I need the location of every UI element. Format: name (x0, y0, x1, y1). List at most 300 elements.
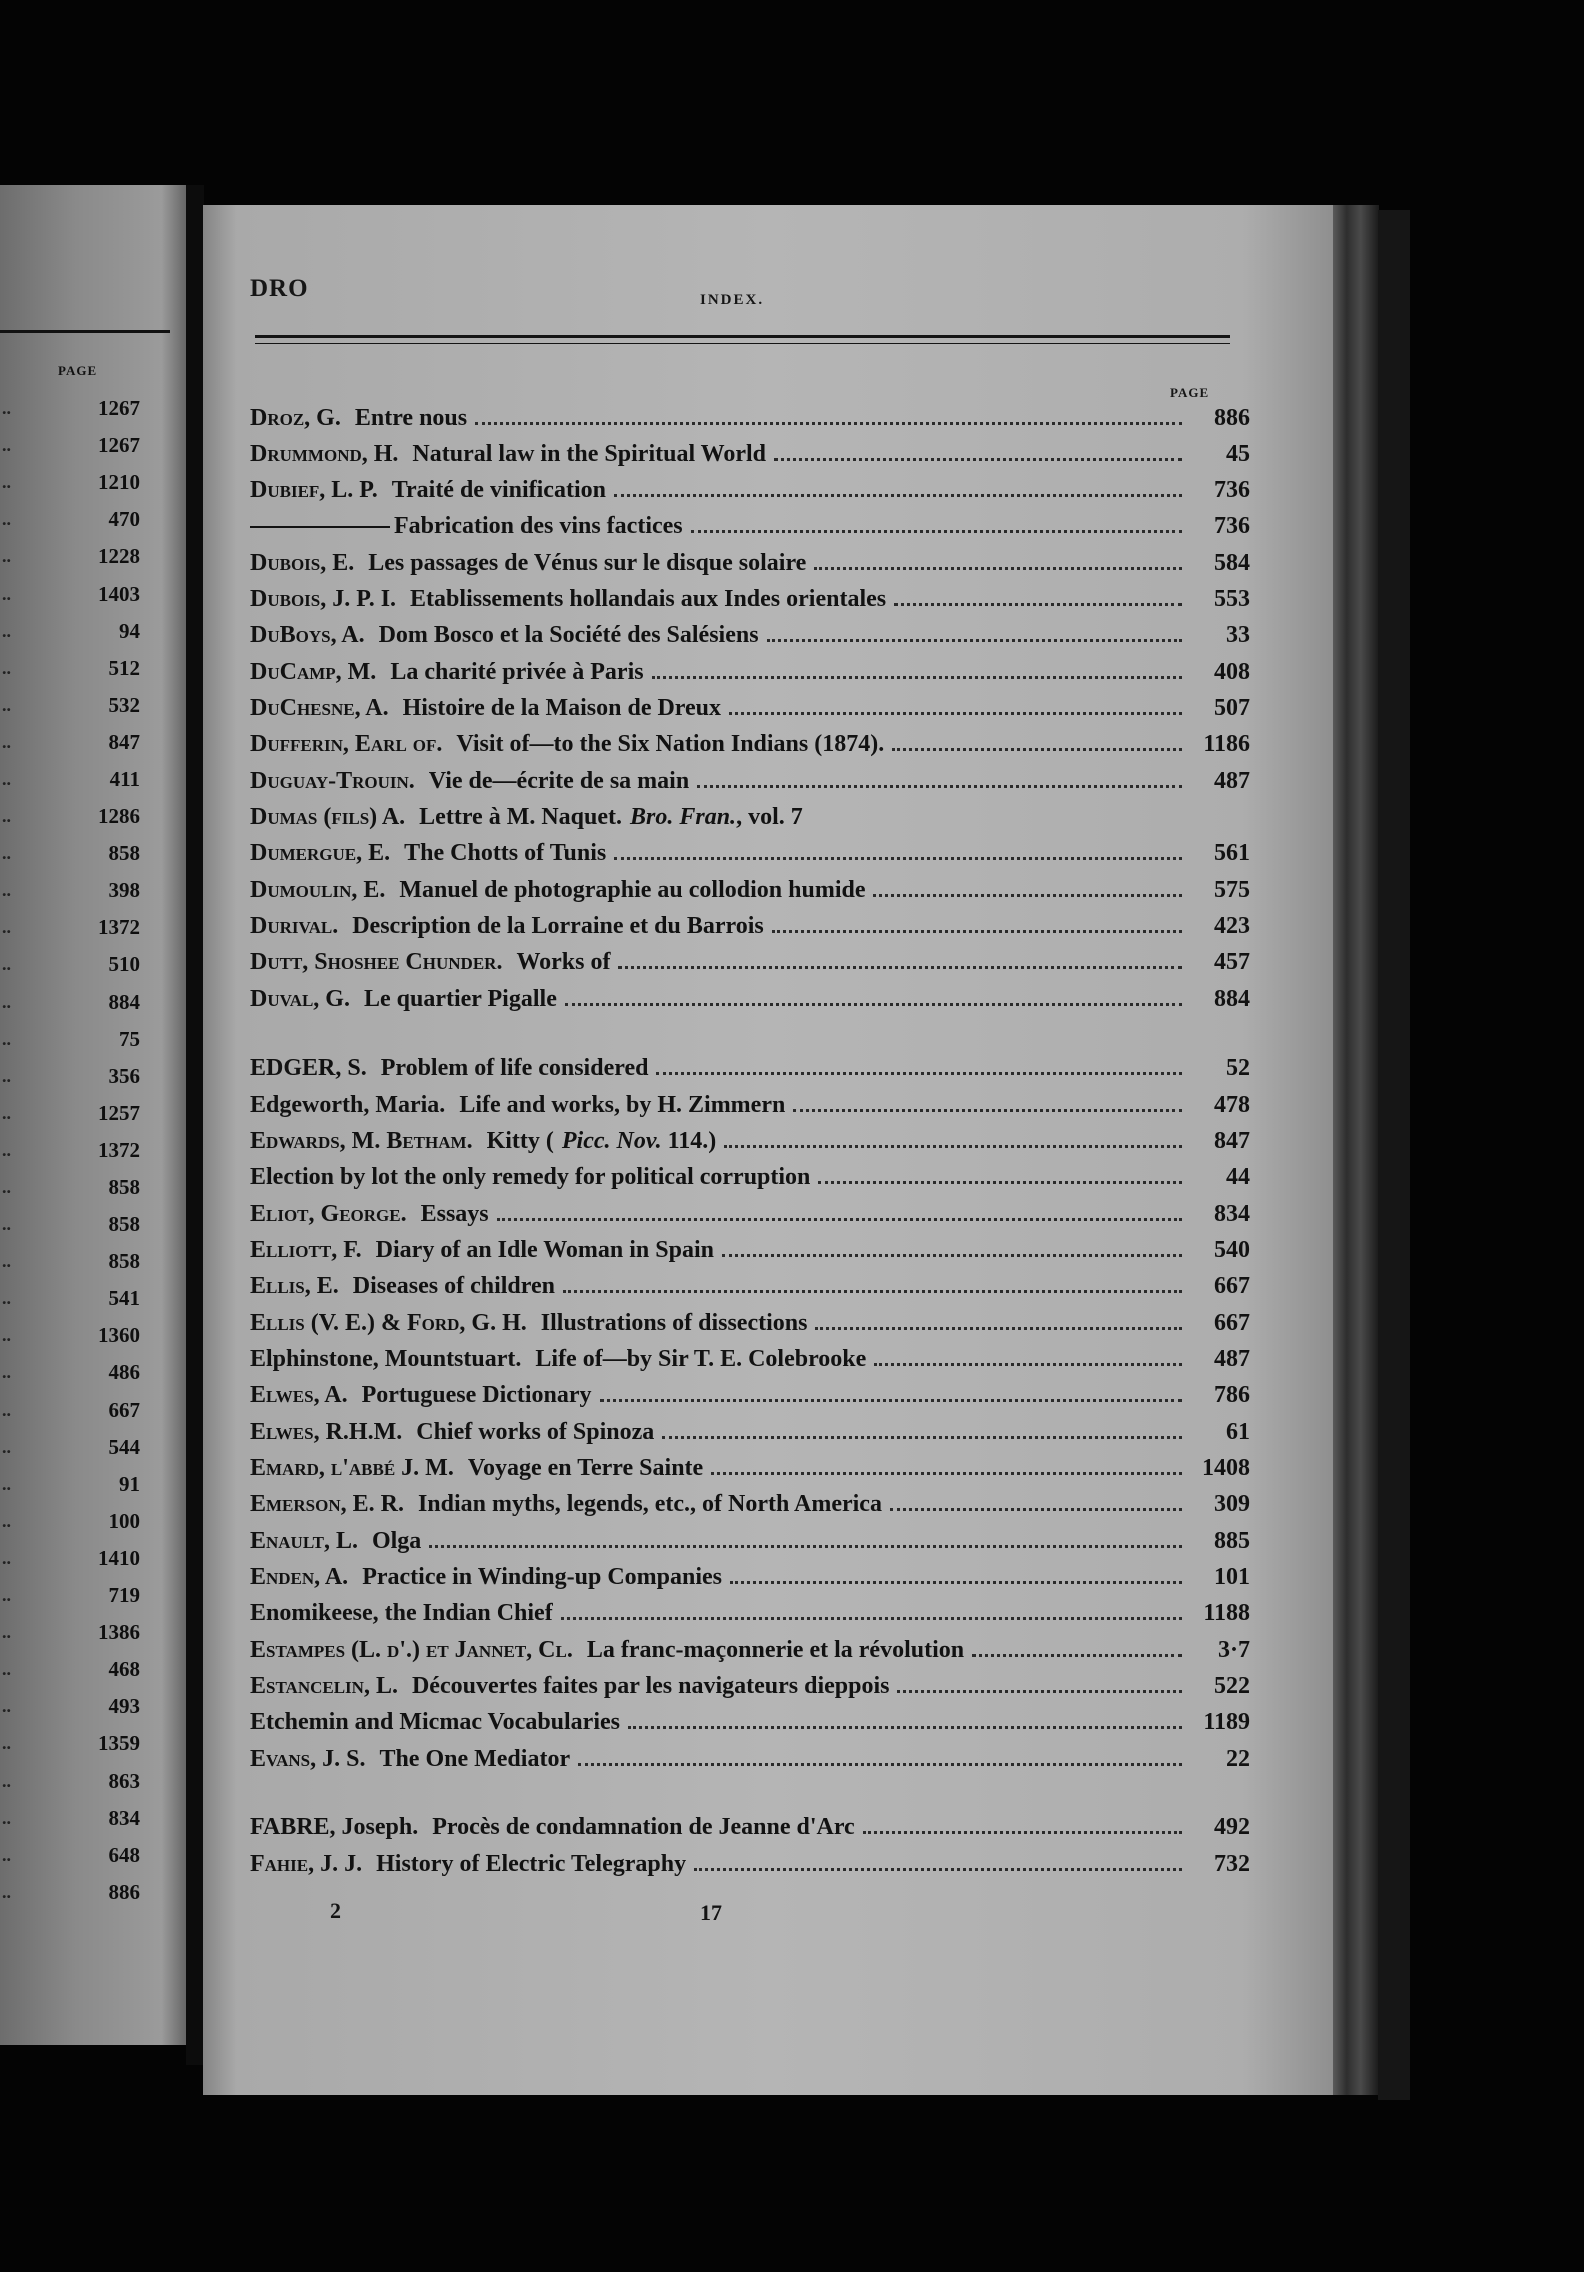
ditto-dash (250, 526, 390, 528)
entry-title (432, 1814, 854, 1841)
entry-page: 478 (1214, 1092, 1250, 1118)
entry-title (487, 1128, 717, 1155)
entry-title (379, 622, 759, 649)
left-page-row (0, 1058, 140, 1095)
left-page-number: 1372 (98, 915, 140, 940)
entry-title-text: Works of (516, 949, 611, 975)
dot-leader (863, 1831, 1182, 1834)
entry-name: Dubief, L. P. (250, 477, 378, 503)
left-page-row (0, 1762, 140, 1799)
entry-title-text: Illustrations of dissections (540, 1310, 808, 1336)
left-page-number: 719 (108, 1583, 140, 1608)
left-page (0, 185, 190, 2045)
left-page-row (0, 1095, 140, 1132)
entry-name: Enden, A. (250, 1564, 349, 1590)
entry-title-text: La charité privée à Paris (390, 659, 644, 685)
left-page-number: 411 (109, 766, 140, 791)
dot-leader (618, 966, 1182, 969)
entry-title (421, 1201, 489, 1228)
index-entry (250, 1491, 1250, 1525)
dot-leader (767, 639, 1182, 642)
entry-name: DuCamp, M. (250, 659, 377, 685)
entry-page: 885 (1214, 1528, 1250, 1554)
dot-leader (897, 1690, 1182, 1693)
entry-name: Dubois, E. (250, 550, 355, 576)
entry-title-text: The Chotts of Tunis (404, 840, 607, 866)
dot-leader (652, 676, 1182, 679)
entry-page: 667 (1214, 1310, 1250, 1336)
entry-page: 507 (1214, 695, 1250, 721)
index-entry (250, 804, 1250, 838)
entry-page: 667 (1214, 1273, 1250, 1299)
dot-leader (697, 785, 1182, 788)
left-page-row (0, 1503, 140, 1540)
entry-title (390, 659, 643, 686)
left-page-number: 532 (108, 692, 140, 717)
left-page-row (0, 1466, 140, 1503)
entry-title (412, 1673, 890, 1700)
entry-name: Durival. (250, 913, 339, 939)
entry-page: 553 (1214, 586, 1250, 612)
dot-leader: .. (2, 657, 11, 678)
left-page-row (0, 427, 140, 464)
left-page-row (0, 1651, 140, 1688)
dot-leader (774, 458, 1182, 461)
entry-title (535, 1346, 866, 1373)
left-page-column-label: PAGE (58, 363, 98, 378)
entry-title-text: Diseases of children (352, 1273, 555, 1299)
entry-page: 423 (1214, 913, 1250, 939)
left-page-row (0, 1540, 140, 1577)
dot-leader: .. (2, 1807, 11, 1828)
index-entry (250, 586, 1250, 620)
left-page-number: 667 (108, 1397, 140, 1422)
dot-leader (818, 1181, 1182, 1184)
index-entry (250, 768, 1250, 802)
index-entry (250, 659, 1250, 693)
dot-leader (892, 748, 1182, 751)
index-entry (250, 1346, 1250, 1380)
dot-leader: .. (2, 1288, 11, 1309)
left-page-number: 1267 (98, 433, 140, 458)
page-number: 17 (700, 1900, 722, 1925)
entry-name: Dumas (fils) A. (250, 804, 406, 830)
entry-name: DuBoys, A. (250, 622, 365, 648)
entry-title-text: Kitty ( (486, 1128, 554, 1154)
running-head: DRO (250, 275, 309, 302)
entry-title (418, 1491, 882, 1518)
index-entry (250, 1851, 1250, 1885)
entry-title-text: Practice in Winding-up Companies (362, 1564, 723, 1590)
entry-name: Dumergue, E. (250, 840, 391, 866)
dot-leader: .. (2, 435, 11, 456)
entry-name (250, 513, 394, 540)
dot-leader (578, 1763, 1182, 1766)
left-page-number: 884 (108, 989, 140, 1014)
entry-title-text: La franc-maçonnerie et la révolution (586, 1637, 965, 1663)
left-page-row (0, 1021, 140, 1058)
entry-name: Droz, G. (250, 405, 341, 431)
left-page-row (0, 575, 140, 612)
entry-title-text: The One Mediator (379, 1746, 571, 1772)
left-page-number: 468 (108, 1657, 140, 1682)
entry-title-text: Indian myths, legends, etc., of North America (417, 1491, 882, 1517)
entry-name: Duguay-Trouin. (250, 768, 415, 794)
dot-leader: .. (2, 1585, 11, 1606)
entry-page: 101 (1214, 1564, 1250, 1590)
entry-title (355, 405, 467, 432)
left-page-row (0, 946, 140, 983)
dot-leader: .. (2, 1770, 11, 1791)
dot-leader: .. (2, 1622, 11, 1643)
left-page-number: 100 (108, 1508, 140, 1533)
index-entry (250, 622, 1250, 656)
left-page-number: 1286 (98, 804, 140, 829)
entry-title-text: History of Electric Telegraphy (376, 1851, 687, 1877)
entry-page: 736 (1214, 513, 1250, 539)
dot-leader (497, 1218, 1182, 1221)
left-page-row (0, 613, 140, 650)
dot-leader (815, 1327, 1182, 1330)
entry-title (419, 804, 803, 831)
dot-leader (874, 1363, 1182, 1366)
dot-leader (972, 1654, 1182, 1657)
entry-page: 540 (1214, 1237, 1250, 1263)
left-page-row (0, 761, 140, 798)
dot-leader (814, 567, 1182, 570)
entry-page: 1188 (1203, 1600, 1250, 1626)
dot-leader (711, 1472, 1182, 1475)
entry-title (429, 768, 689, 795)
left-page-row (0, 1392, 140, 1429)
left-page-row (0, 1837, 140, 1874)
entry-name: Elwes, R.H.M. (250, 1419, 403, 1445)
page-edges (1333, 205, 1379, 2095)
dot-leader: .. (2, 1844, 11, 1865)
left-page-number: 1372 (98, 1137, 140, 1162)
entry-page: 52 (1226, 1055, 1250, 1081)
entry-name: Enomikeesе, the Indian Chief (250, 1600, 553, 1626)
left-page-row (0, 650, 140, 687)
left-page-number: 493 (108, 1694, 140, 1719)
left-page-number: 1360 (98, 1323, 140, 1348)
left-page-number: 1403 (98, 581, 140, 606)
entry-page: 584 (1214, 550, 1250, 576)
dot-leader (614, 857, 1182, 860)
entry-title-text: Chief works of Spinoza (416, 1419, 655, 1445)
entry-title-text: Olga (371, 1528, 422, 1554)
index-entry (250, 731, 1250, 765)
dot-leader: .. (2, 1177, 11, 1198)
left-page-row (0, 390, 140, 427)
entry-page: 732 (1214, 1851, 1250, 1877)
dot-leader: .. (2, 1436, 11, 1457)
left-page-number: 470 (108, 507, 140, 532)
entry-series: Bro. Fran. (630, 804, 737, 830)
entry-title-text: Diary of an Idle Woman in Spain (375, 1237, 714, 1263)
entry-title (362, 1382, 592, 1409)
entry-title-text: Lettre à M. Naquet. (419, 804, 623, 830)
index-entry (250, 1528, 1250, 1562)
entry-title (376, 1237, 714, 1264)
entry-title (404, 840, 606, 867)
entry-title-text: Le quartier Pigalle (363, 986, 557, 1012)
entry-title-text: Dom Bosco et la Société des Salésiens (378, 622, 759, 648)
entry-page: 408 (1214, 659, 1250, 685)
entry-title (376, 1851, 686, 1878)
entry-name: Elwes, A. (250, 1382, 348, 1408)
entry-name: Elliott, F. (250, 1237, 362, 1263)
index-entry (250, 695, 1250, 729)
entry-title (368, 550, 806, 577)
entry-series-volume: , vol. 7 (736, 804, 803, 830)
index-entry (250, 1055, 1250, 1089)
entry-title (516, 949, 610, 976)
left-page-row (0, 1874, 140, 1911)
dot-leader: .. (2, 917, 11, 938)
left-page-row (0, 501, 140, 538)
entry-title (587, 1637, 964, 1664)
dot-leader: .. (2, 1251, 11, 1272)
left-page-number: 512 (108, 655, 140, 680)
entry-title (468, 1455, 703, 1482)
dot-leader (724, 1145, 1182, 1148)
entry-page: 44 (1226, 1164, 1250, 1190)
entry-series: Picc. Nov. (561, 1128, 662, 1154)
dot-leader: .. (2, 880, 11, 901)
header-rule-thin (255, 343, 1230, 344)
left-page-row (0, 984, 140, 1021)
entry-title (394, 513, 683, 540)
entry-name: Dumoulin, E. (250, 877, 386, 903)
index-entry (250, 1310, 1250, 1344)
entry-page: 487 (1214, 1346, 1250, 1372)
index-entry (250, 1273, 1250, 1307)
book-cover-edge (1378, 210, 1410, 2100)
entry-page: 786 (1214, 1382, 1250, 1408)
entry-series-volume: 114.) (661, 1128, 717, 1154)
entry-page: 61 (1226, 1419, 1250, 1445)
left-page-number: 1257 (98, 1100, 140, 1125)
entry-title (410, 586, 886, 613)
entry-name: Dubois, J. P. I. (250, 586, 397, 612)
page-column-label: PAGE (1170, 385, 1210, 400)
entry-page: 561 (1214, 840, 1250, 866)
entry-title (416, 1419, 654, 1446)
entry-name: Estancelin, L. (250, 1673, 398, 1699)
entry-title-text: Problem of life considered (380, 1055, 649, 1081)
entry-page: 22 (1226, 1746, 1250, 1772)
entry-name: Etchemin and Micmac Vocabularies (250, 1709, 620, 1735)
entry-name: Eliot, George. (250, 1201, 407, 1227)
left-page-number: 94 (119, 618, 140, 643)
dot-leader: .. (2, 1214, 11, 1235)
dot-leader: .. (2, 398, 11, 419)
dot-leader: .. (2, 1362, 11, 1383)
index-entry (250, 1637, 1250, 1671)
entry-title-text: Voyage en Terre Sainte (467, 1455, 704, 1481)
entry-title (456, 731, 884, 758)
index-entry (250, 1382, 1250, 1416)
dot-leader (691, 530, 1182, 533)
index-entry (250, 1564, 1250, 1598)
dot-leader (614, 494, 1182, 497)
entry-name: Evans, J. S. (250, 1746, 366, 1772)
dot-leader (662, 1436, 1182, 1439)
entry-title (372, 1528, 421, 1555)
dot-leader: .. (2, 954, 11, 975)
left-page-row (0, 1577, 140, 1614)
entry-title-text: Histoire de la Maison de Dreux (402, 695, 722, 721)
left-page-number: 1359 (98, 1731, 140, 1756)
entry-title-text: Vie de—écrite de sa main (428, 768, 690, 794)
left-page-number: 398 (108, 878, 140, 903)
left-page-row (0, 1800, 140, 1837)
dot-leader: .. (2, 1733, 11, 1754)
entry-title (352, 913, 764, 940)
index-entry (250, 441, 1250, 475)
dot-leader: .. (2, 1139, 11, 1160)
entry-title (412, 441, 766, 468)
entry-title-text: Life and works, by H. Zimmern (459, 1092, 786, 1118)
dot-leader: .. (2, 768, 11, 789)
entry-page: 1186 (1203, 731, 1250, 757)
left-page-row (0, 464, 140, 501)
entry-name: Emerson, E. R. (250, 1491, 404, 1517)
entry-title (362, 1564, 722, 1591)
dot-leader: .. (2, 1473, 11, 1494)
entry-name: Drummond, H. (250, 441, 399, 467)
entry-title-text: Essays (420, 1201, 489, 1227)
dot-leader (694, 1868, 1182, 1871)
dot-leader: .. (2, 991, 11, 1012)
entry-page: 309 (1214, 1491, 1250, 1517)
dot-leader: .. (2, 1065, 11, 1086)
entry-page: 834 (1214, 1201, 1250, 1227)
dot-leader (429, 1545, 1182, 1548)
left-page-row (0, 1429, 140, 1466)
index-entry (250, 1128, 1250, 1162)
entry-page: 886 (1214, 405, 1250, 431)
dot-leader (793, 1109, 1182, 1112)
index-entry (250, 1673, 1250, 1707)
dot-leader: .. (2, 583, 11, 604)
left-page-row (0, 1614, 140, 1651)
entry-title-text: Description de la Lorraine et du Barrois (352, 913, 764, 939)
dot-leader (890, 1508, 1182, 1511)
entry-title-text: Visit of—to the Six Nation Indians (1874). (456, 731, 885, 757)
dot-leader: .. (2, 1510, 11, 1531)
entry-name: Edgeworth, Maria. (250, 1092, 446, 1118)
left-page-rule (0, 330, 170, 333)
entry-page: 33 (1226, 622, 1250, 648)
left-page-number: 541 (108, 1286, 140, 1311)
entry-page: 487 (1214, 768, 1250, 794)
left-page-number: 91 (119, 1471, 140, 1496)
entry-name: Emard, l'abbé J. M. (250, 1455, 454, 1481)
entry-name: Fahie, J. J. (250, 1851, 363, 1877)
entry-name: FABRE, Joseph. (250, 1814, 419, 1840)
left-page-row (0, 1280, 140, 1317)
entry-title-text: Natural law in the Spiritual World (412, 441, 767, 467)
left-page-number: 1228 (98, 544, 140, 569)
dot-leader: .. (2, 731, 11, 752)
left-page-row (0, 872, 140, 909)
dot-leader: .. (2, 620, 11, 641)
entry-name: Elphinstone, Mountstuart. (250, 1346, 522, 1372)
index-entry (250, 840, 1250, 874)
left-page-number: 648 (108, 1842, 140, 1867)
dot-leader: .. (2, 1547, 11, 1568)
entry-page: 492 (1214, 1814, 1250, 1840)
dot-leader (565, 1003, 1182, 1006)
entry-title-text: Portuguese Dictionary (361, 1382, 592, 1408)
entry-name: Estampes (L. d'.) et Jannet, Cl. (250, 1637, 573, 1663)
dot-leader: .. (2, 1659, 11, 1680)
left-page-row (0, 835, 140, 872)
entry-title-text: Etablissements hollandais aux Indes orientales (410, 586, 887, 612)
left-page-number: 356 (108, 1063, 140, 1088)
dot-leader (729, 712, 1182, 715)
index-entry (250, 1164, 1250, 1198)
index-entry (250, 550, 1250, 584)
entry-title (541, 1310, 808, 1337)
entry-page: 575 (1214, 877, 1250, 903)
left-page-number-column (0, 390, 140, 1911)
index-entry (250, 986, 1250, 1020)
left-page-number: 858 (108, 1175, 140, 1200)
dot-leader: .. (2, 546, 11, 567)
dot-leader: .. (2, 1325, 11, 1346)
left-page-number: 1410 (98, 1545, 140, 1570)
dot-leader: .. (2, 806, 11, 827)
left-page-number: 544 (108, 1434, 140, 1459)
entry-page: 3·7 (1217, 1637, 1250, 1663)
entry-name: Dufferin, Earl of. (250, 731, 443, 757)
running-title: INDEX. (700, 292, 765, 308)
entry-title-text: Manuel de photographie au collodion humide (399, 877, 866, 903)
dot-leader: .. (2, 1399, 11, 1420)
index-entry (250, 949, 1250, 983)
left-page-number: 486 (108, 1360, 140, 1385)
index-entry (250, 513, 1250, 547)
entry-title (364, 986, 557, 1013)
left-page-row (0, 1243, 140, 1280)
left-page-number: 510 (108, 952, 140, 977)
dot-leader (561, 1617, 1182, 1620)
index-entry (250, 1455, 1250, 1489)
dot-leader (722, 1254, 1182, 1257)
left-page-row (0, 798, 140, 835)
entry-page: 1408 (1202, 1455, 1250, 1481)
index-entry (250, 477, 1250, 511)
dot-leader (656, 1072, 1182, 1075)
left-page-number: 847 (108, 729, 140, 754)
dot-leader (475, 422, 1182, 425)
entry-title (459, 1092, 785, 1119)
dot-leader: .. (2, 1028, 11, 1049)
entry-name: EDGER, S. (250, 1055, 367, 1081)
index-entry (250, 1814, 1250, 1848)
header-rule (255, 335, 1230, 338)
index-entry (250, 913, 1250, 947)
left-page-row (0, 538, 140, 575)
signature-mark: 2 (330, 1898, 341, 1923)
entry-title-text: Découvertes faites par les navigateurs dieppois (411, 1673, 890, 1699)
left-page-number: 858 (108, 1249, 140, 1274)
entry-title (381, 1055, 649, 1082)
entry-name: Ellis, E. (250, 1273, 339, 1299)
